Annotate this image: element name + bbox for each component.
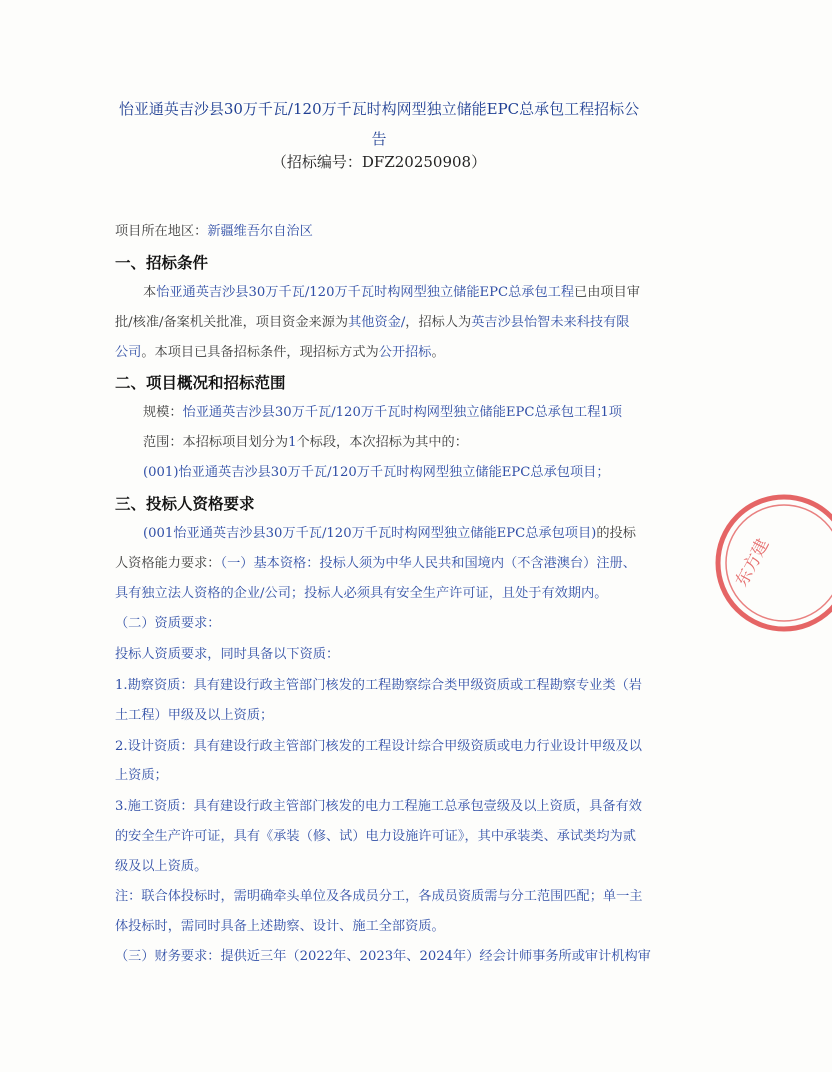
sec1-text: ，招标人为	[405, 315, 472, 330]
sec1-text: 批/核准/备案机关批准，项目资金来源为	[115, 315, 349, 330]
sec1-para-line-3	[115, 342, 655, 364]
sec3-line-12: 级及以上资质。	[115, 859, 208, 874]
sec3-line-5: 投标人资质要求，同时具备以下资质：	[115, 647, 340, 662]
sec3-line-14: 体投标时，需同时具备上述勘察、设计、施工全部资质。	[115, 919, 445, 934]
sec3-line-7: 土工程）甲级及以上资质；	[115, 708, 274, 723]
sec2-scale-value: 怡亚通英吉沙县30万千瓦/120万千瓦时构网型独立储能EPC总承包工程1项	[182, 405, 622, 420]
seal-text: 东方建	[731, 535, 774, 591]
title-line-2: 告	[371, 130, 387, 148]
sec3-line-15: （三）财务要求：提供近三年（2022年、2023年、2024年）经会计师事务所或审计机构审	[115, 949, 651, 964]
sec3-text: 人资格能力要求：	[115, 556, 221, 571]
sec1-project-name: 怡亚通英吉沙县30万千瓦/120万千瓦时构网型独立储能EPC总承包工程	[156, 285, 575, 300]
sec1-method: 公开招标	[378, 345, 432, 360]
sec3-line-13: 注：联合体投标时，需明确牵头单位及各成员分工，各成员资质需与分工范围匹配；单一主	[115, 889, 643, 904]
sec3-line-1	[143, 523, 655, 545]
company-seal-stamp	[712, 488, 832, 638]
section-3-heading: 三、投标人资格要求	[115, 495, 255, 513]
sec3-line-11: 的安全生产许可证，具有《承装（修、试）电力设施许可证》，其中承装类、承试类均为贰	[115, 829, 636, 844]
sec3-line-9: 上资质；	[115, 768, 168, 783]
sec2-lot: (001)怡亚通英吉沙县30万千瓦/120万千瓦时构网型独立储能EPC总承包项目；	[143, 465, 610, 480]
section-2-heading: 二、项目概况和招标范围	[115, 374, 286, 392]
title-line-1: 怡亚通英吉沙县30万千瓦/120万千瓦时构网型独立储能EPC总承包工程招标公	[118, 100, 640, 118]
sec1-text: 本	[143, 285, 157, 300]
sec2-range-num: 1	[288, 435, 297, 450]
sec3-text: 的投标	[596, 526, 636, 541]
sec1-tenderer: 英吉沙县怡智未来科技有限	[471, 315, 630, 330]
sec2-range-pre: 范围：本招标项目划分为	[143, 435, 289, 450]
sec2-scale	[143, 402, 655, 424]
sec1-para-line-1	[143, 282, 655, 304]
sec1-tenderer-cont: 公司	[115, 345, 142, 360]
document-title	[96, 94, 662, 154]
sec1-text: 。	[431, 345, 445, 360]
sec3-line-10: 3.施工资质：具有建设行政主管部门核发的电力工程施工总承包壹级及以上资质，具备有效	[115, 799, 642, 814]
sec3-line-4: （二）资质要求：	[115, 616, 221, 631]
sec1-text: 已由项目审	[574, 285, 640, 300]
sec1-fund-source: 其他资金/	[348, 315, 406, 330]
sec1-para-line-2	[115, 312, 655, 334]
sec1-text: 。本项目已具备招标条件，现招标方式为	[141, 345, 379, 360]
sec3-line-8: 2.设计资质：具有建设行政主管部门核发的工程设计综合甲级资质或电力行业设计甲级及以	[115, 739, 642, 754]
sec3-lot: (001怡亚通英吉沙县30万千瓦/120万千瓦时构网型独立储能EPC总承包项目)	[143, 526, 597, 541]
bid-number: （招标编号：DFZ20250908）	[271, 153, 487, 171]
sec3-line-6: 1.勘察资质：具有建设行政主管部门核发的工程勘察综合类甲级资质或工程勘察专业类（岩	[115, 678, 642, 693]
location-label: 项目所在地区：	[115, 224, 208, 239]
sec3-line-2	[115, 553, 655, 575]
location-value: 新疆维吾尔自治区	[207, 224, 313, 239]
sec3-basic-qual: （一）基本资格：投标人须为中华人民共和国境内（不含港澳台）注册、	[220, 556, 636, 571]
sec2-scale-label: 规模：	[143, 405, 183, 420]
sec2-range-post: 个标段，本次招标为其中的：	[296, 435, 468, 450]
sec2-range	[143, 432, 655, 454]
location-line	[115, 221, 655, 243]
section-1-heading: 一、招标条件	[115, 254, 209, 272]
sec3-line-3: 具有独立法人资格的企业/公司；投标人必须具有安全生产许可证，且处于有效期内。	[115, 586, 608, 601]
